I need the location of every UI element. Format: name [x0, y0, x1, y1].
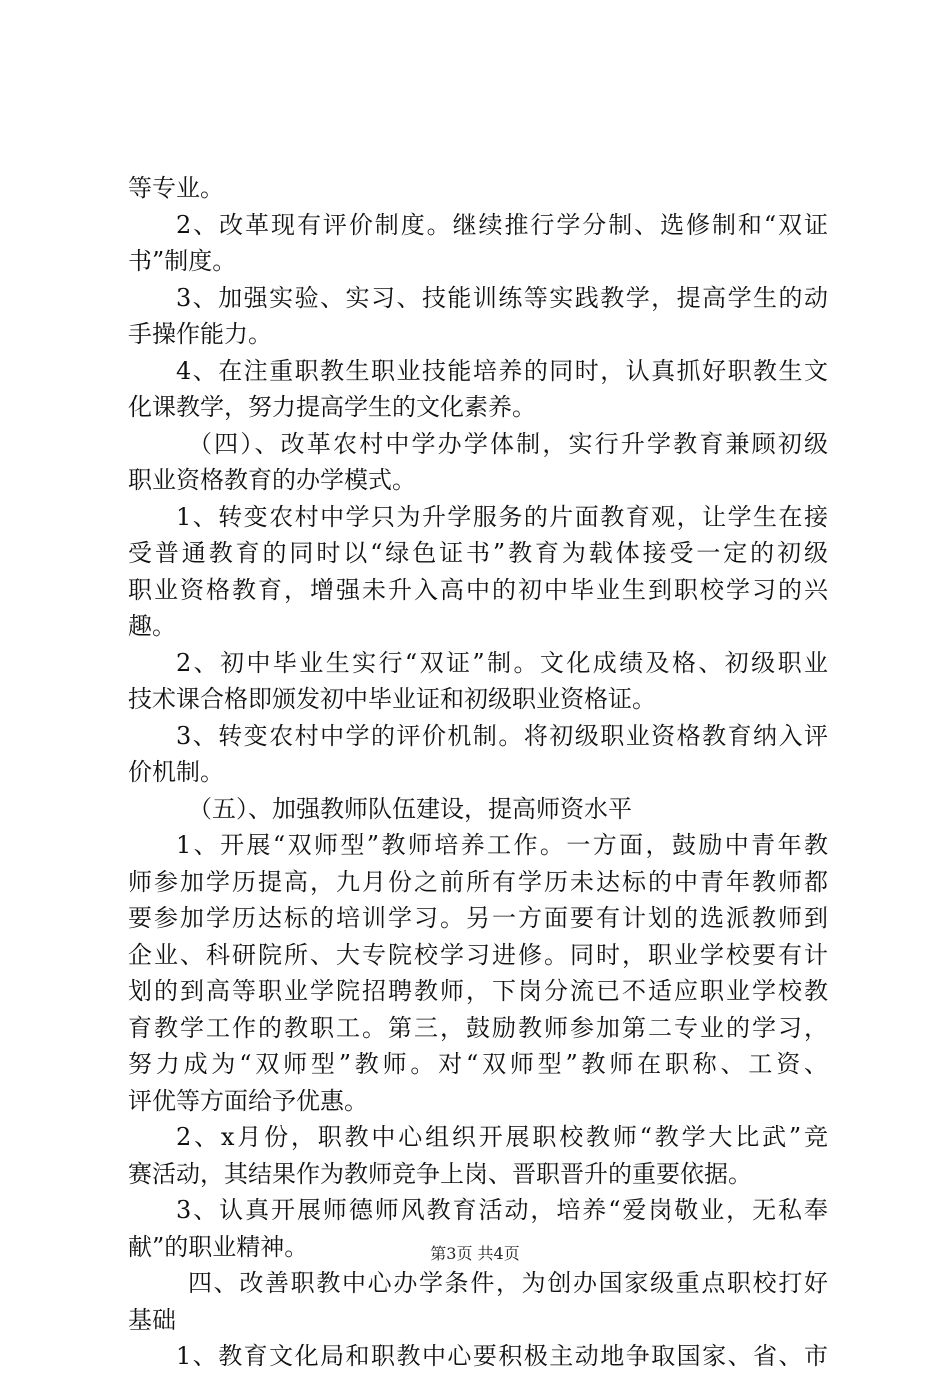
- text-line: 等专业。: [128, 174, 224, 202]
- text-line: 3、加强实验、实习、技能训练等实践教学，提高学生的动: [176, 283, 828, 312]
- text-line: 育教学工作的教职工。第三，鼓励教师参加第二专业的学习，: [128, 1013, 828, 1042]
- text-line: 1、开展“双师型”教师培养工作。一方面，鼓励中青年教: [176, 831, 828, 859]
- text-line: 趣。: [128, 612, 176, 640]
- text-line: 努力成为“双师型”教师。对“双师型”教师在职称、工资、: [128, 1050, 828, 1078]
- text-line: 基础: [128, 1305, 176, 1334]
- text-line: 手操作能力。: [128, 320, 272, 348]
- text-line: 3、认真开展师德师风教育活动，培养“爱岗敬业，无私奉: [176, 1196, 828, 1224]
- text-line: 书”制度。: [128, 247, 237, 275]
- text-line: 赛活动，其结果作为教师竞争上岗、晋职晋升的重要依据。: [128, 1159, 752, 1188]
- text-line: 化课教学，努力提高学生的文化素养。: [128, 393, 536, 421]
- text-line: 献”的职业精神。: [128, 1232, 309, 1261]
- text-line: 职业资格教育的办学模式。: [128, 466, 416, 494]
- document-body: [128, 170, 828, 1375]
- text-line: 3、转变农村中学的评价机制。将初级职业资格教育纳入评: [176, 721, 828, 750]
- text-line: 1、转变农村中学只为升学服务的片面教育观，让学生在接: [176, 502, 828, 531]
- text-line: 划的到高等职业学院招聘教师，下岗分流已不适应职业学校教: [128, 977, 828, 1005]
- text-line: 2、x月份，职教中心组织开展职校教师“教学大比武”竞: [176, 1123, 828, 1151]
- text-line: 4、在注重职教生职业技能培养的同时，认真抓好职教生文: [176, 356, 828, 385]
- text-line: 1、教育文化局和职教中心要积极主动地争取国家、省、市: [176, 1342, 828, 1370]
- text-line: 2、改革现有评价制度。继续推行学分制、选修制和“双证: [176, 210, 828, 239]
- text-line: 技术课合格即颁发初中毕业证和初级职业资格证。: [128, 685, 656, 713]
- text-line: 价机制。: [128, 758, 224, 786]
- text-line: 师参加学历提高，九月份之前所有学历未达标的中青年教师都: [128, 867, 828, 896]
- text-line: 受普通教育的同时以“绿色证书”教育为载体接受一定的初级: [128, 539, 828, 567]
- text-line: 2、初中毕业生实行“双证”制。文化成绩及格、初级职业: [176, 648, 828, 677]
- text-line: 要参加学历达标的培训学习。另一方面要有计划的选派教师到: [128, 904, 828, 932]
- section-heading: 四、改善职教中心办学条件，为创办国家级重点职校打好: [188, 1269, 828, 1297]
- section-heading: （五）、加强教师队伍建设，提高师资水平: [188, 794, 632, 823]
- page-number-footer: 第3页 共4页: [430, 1244, 520, 1263]
- text-line: 企业、科研院所、大专院校学习进修。同时，职业学校要有计: [128, 940, 828, 969]
- text-line: （四）、改革农村中学办学体制，实行升学教育兼顾初级: [188, 429, 828, 458]
- text-line: 职业资格教育，增强未升入高中的初中毕业生到职校学习的兴: [128, 575, 828, 604]
- text-line: 评优等方面给予优惠。: [128, 1086, 368, 1115]
